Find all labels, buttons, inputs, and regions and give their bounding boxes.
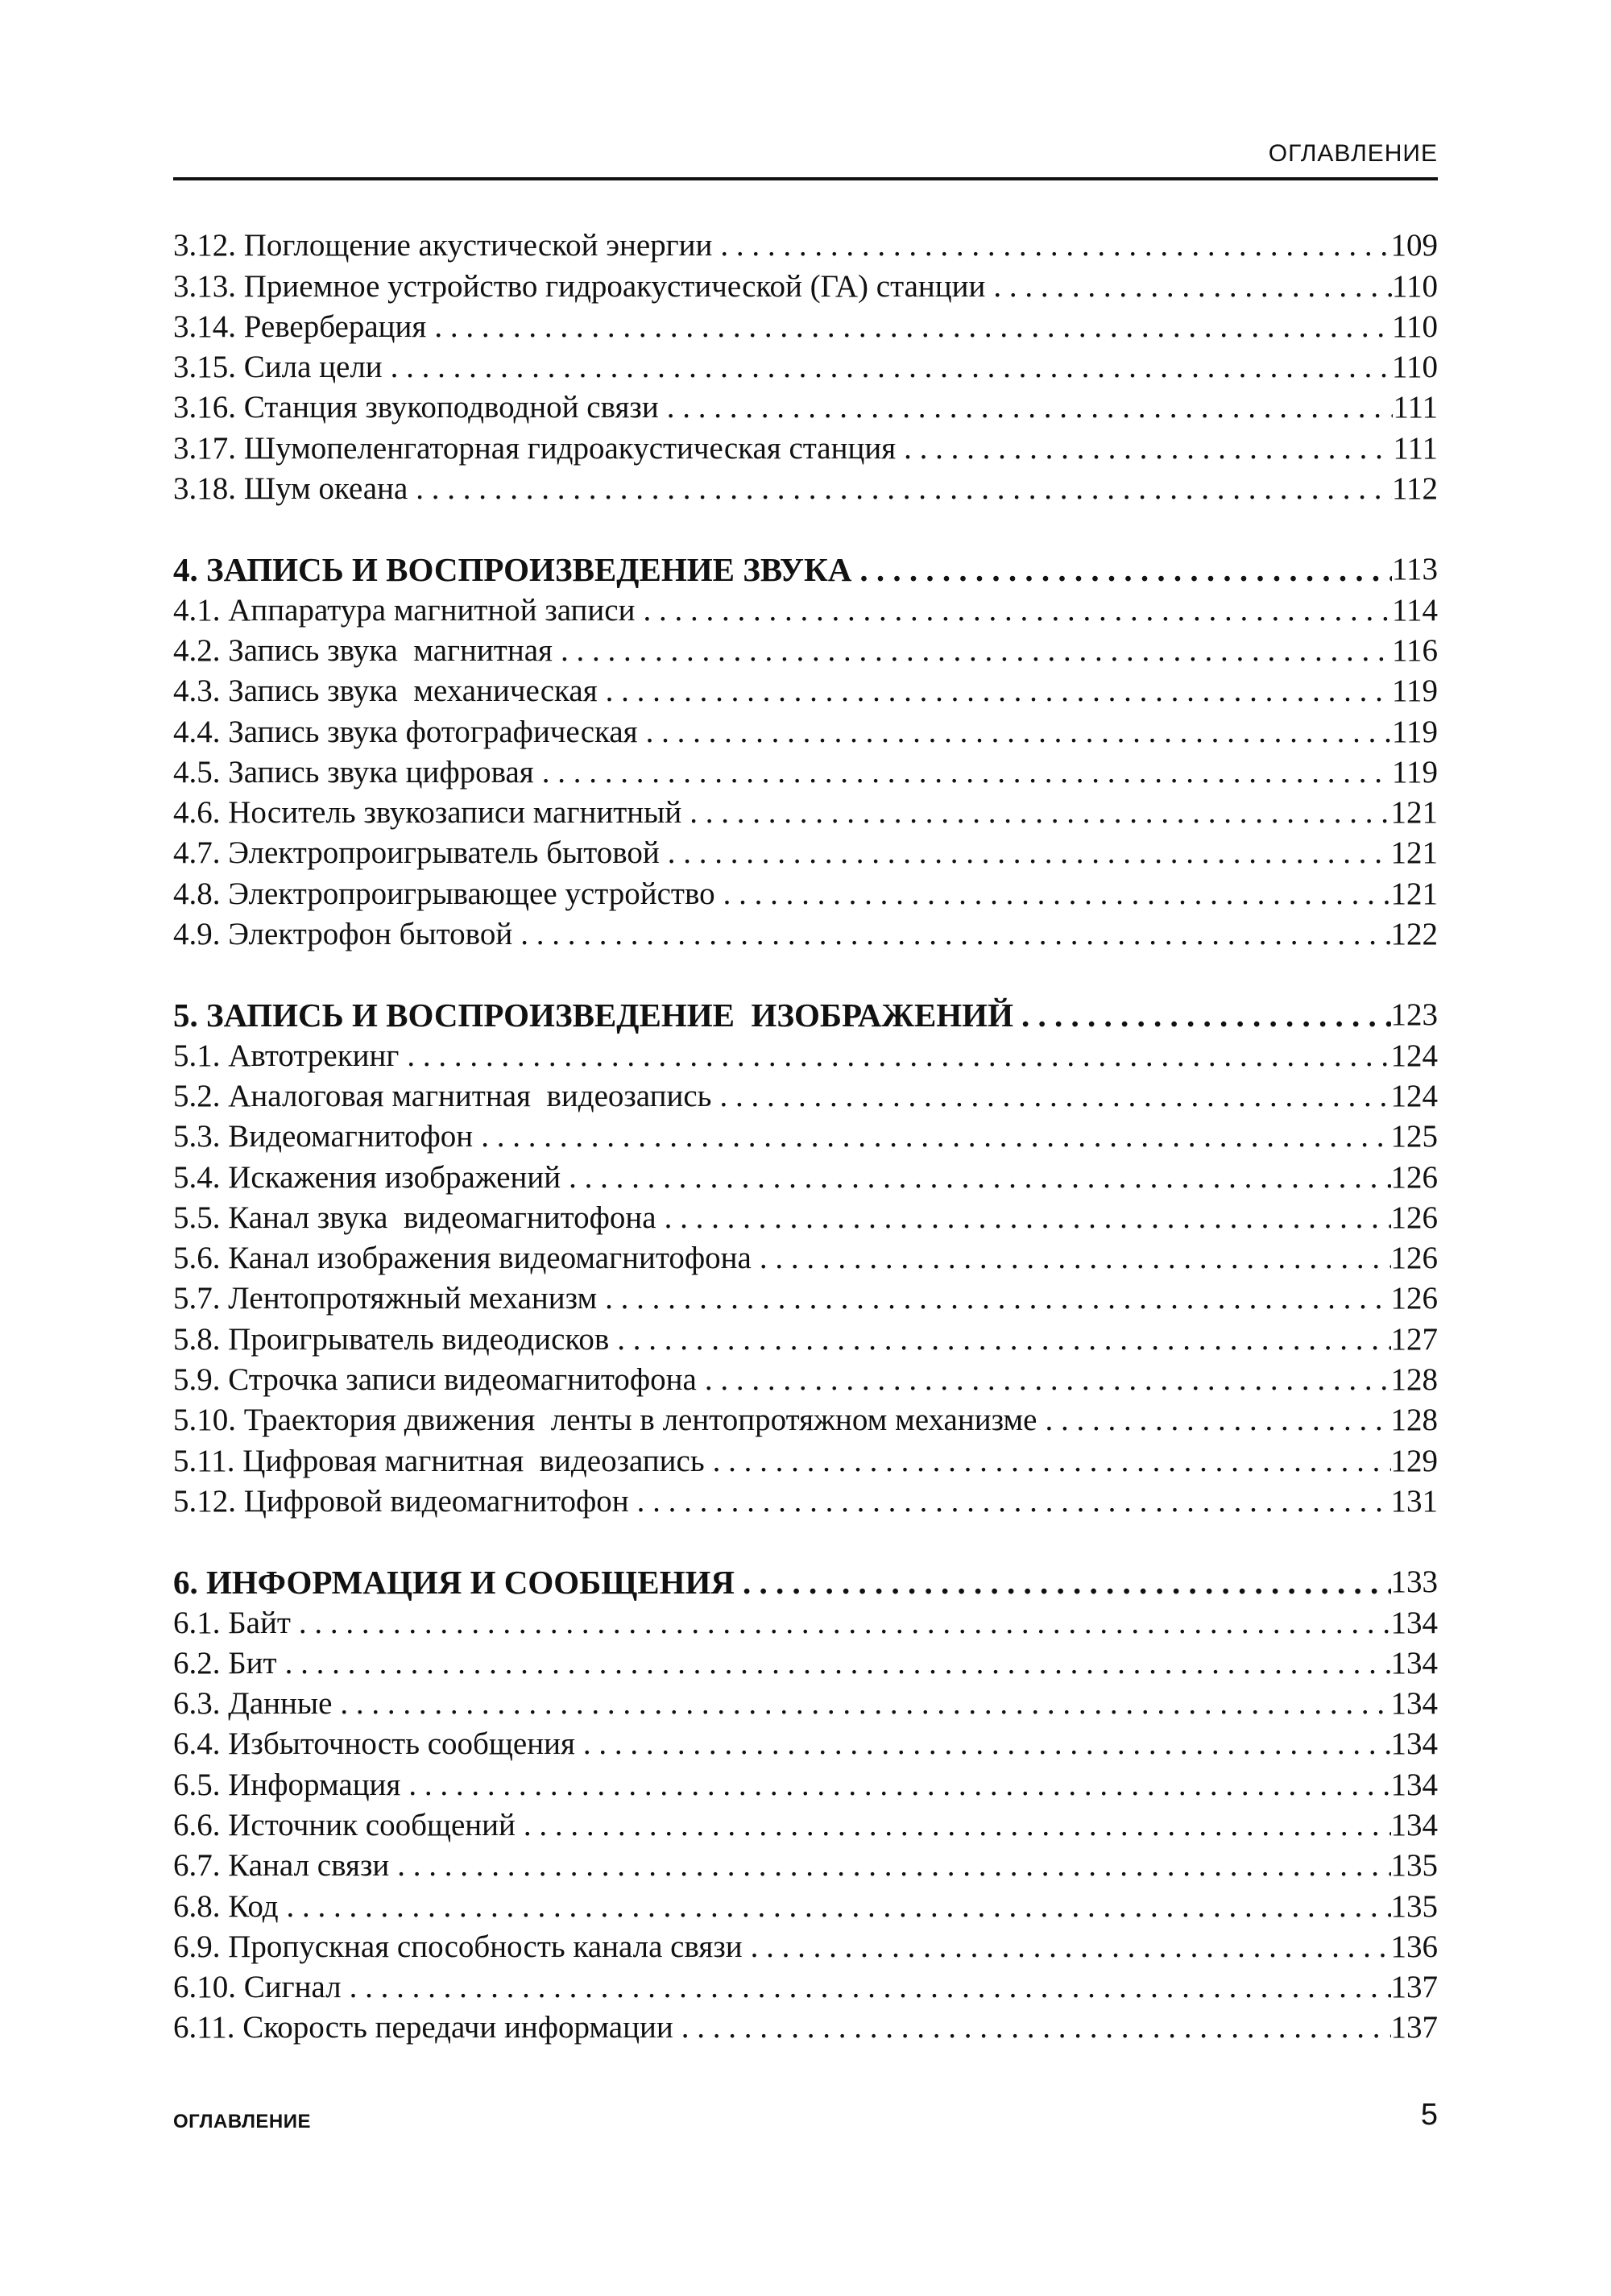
- toc-entry-page: 122: [1390, 917, 1438, 952]
- dot-leader: [389, 1846, 1390, 1886]
- dot-leader: [1037, 1400, 1390, 1440]
- dot-leader: [985, 267, 1392, 307]
- toc-entry-title: 4.7. Электропроигрыватель бытовой: [173, 835, 660, 871]
- toc-entry: [173, 2008, 1438, 2048]
- toc-entry: [173, 226, 1438, 266]
- dot-leader: [697, 1360, 1391, 1400]
- toc-entry-title: 3.17. Шумопеленгаторная гидроакустическая станция: [173, 430, 897, 466]
- dot-leader: [473, 1117, 1390, 1157]
- toc-entry-page: 135: [1390, 1888, 1438, 1924]
- toc-entry-page: 114: [1391, 592, 1438, 628]
- dot-leader: [1013, 995, 1391, 1035]
- running-header: [173, 129, 1438, 180]
- toc-entry: [173, 1643, 1438, 1684]
- toc-entry-title: 6.3. Данные: [173, 1686, 333, 1722]
- toc-entry-page: 128: [1390, 1362, 1438, 1398]
- toc-entry: [173, 266, 1438, 306]
- toc-entry-title: 3.14. Реверберация: [173, 309, 427, 344]
- dot-leader: [512, 914, 1390, 955]
- dot-leader: [681, 793, 1390, 833]
- toc-entry: [173, 1440, 1438, 1481]
- toc-entry-title: 5.6. Канал изображения видеомагнитофона: [173, 1241, 752, 1276]
- toc-entry-page: 135: [1390, 1848, 1438, 1884]
- toc-entry-title: 4.2. Запись звука магнитная: [173, 632, 553, 668]
- toc-entry-page: 126: [1390, 1200, 1438, 1235]
- toc-entry-title: 3.12. Поглощение акустической энергии: [173, 228, 713, 263]
- toc-entry-page: 123: [1390, 997, 1438, 1033]
- dot-leader: [743, 1927, 1391, 1967]
- toc-entry-title: 3.16. Станция звукоподводной связи: [173, 390, 659, 425]
- toc-entry-page: 134: [1390, 1767, 1438, 1802]
- toc-entry-title: 4.8. Электропроигрывающее устройство: [173, 876, 715, 911]
- toc-entry-title: 4.1. Аппаратура магнитной записи: [173, 592, 636, 628]
- dot-leader: [712, 226, 1390, 266]
- toc-entry-page: 126: [1390, 1281, 1438, 1316]
- toc-entry-page: 126: [1390, 1159, 1438, 1195]
- toc-entry-title: 5.11. Цифровая магнитная видеозапись: [173, 1443, 705, 1478]
- toc-entry: [173, 711, 1438, 752]
- toc-entry-title: 6.2. Бит: [173, 1645, 277, 1681]
- toc-entry: [173, 347, 1438, 388]
- dot-leader: [711, 1076, 1390, 1117]
- dot-leader: [752, 1238, 1391, 1279]
- toc-entry-page: 119: [1391, 714, 1438, 749]
- dot-leader: [609, 1320, 1390, 1360]
- footer-title: ОГЛАВЛЕНИЕ: [173, 2111, 312, 2132]
- toc-entry-title: 3.18. Шум океана: [173, 471, 408, 507]
- toc-entry-page: 119: [1391, 673, 1438, 709]
- toc-entry-page: 111: [1393, 430, 1438, 466]
- toc-entry: [173, 1886, 1438, 1926]
- dot-leader: [399, 1036, 1390, 1076]
- toc-entry: [173, 1319, 1438, 1359]
- toc-entry: [173, 833, 1438, 873]
- toc-entry-page: 134: [1390, 1807, 1438, 1842]
- toc-entry-title: 5.8. Проигрыватель видеодисков: [173, 1321, 610, 1357]
- toc-entry-title: 6.11. Скорость передачи информации: [173, 2010, 673, 2045]
- toc-entry: [173, 631, 1438, 671]
- toc-entry-page: 129: [1390, 1443, 1438, 1478]
- toc-entry: [173, 1279, 1438, 1319]
- dot-leader: [635, 591, 1391, 631]
- toc-entry-title: 5.9. Строчка записи видеомагнитофона: [173, 1362, 697, 1398]
- dot-leader: [426, 307, 1392, 347]
- toc-entry: [173, 1035, 1438, 1075]
- toc-entry: [173, 1360, 1438, 1400]
- toc-entry-page: 125: [1390, 1119, 1438, 1154]
- toc-entry: [173, 1238, 1438, 1279]
- toc-entry-page: 134: [1390, 1605, 1438, 1640]
- toc-entry-page: 137: [1390, 1970, 1438, 2005]
- dot-leader: [659, 388, 1394, 428]
- toc-entry-page: 119: [1391, 754, 1438, 790]
- dot-leader: [598, 671, 1392, 711]
- toc-entry: [173, 428, 1438, 468]
- toc-chapter-heading: [173, 1562, 1438, 1602]
- toc-entry-title: 4.6. Носитель звукозаписи магнитный: [173, 795, 682, 831]
- page-number: 5: [1420, 2098, 1438, 2132]
- toc-entry-title: 5. ЗАПИСЬ И ВОСПРОИЗВЕДЕНИЕ ИЗОБРАЖЕНИЙ: [173, 997, 1013, 1034]
- toc-entry-page: 131: [1390, 1483, 1438, 1519]
- toc-entry: [173, 1602, 1438, 1643]
- dot-leader: [660, 833, 1391, 873]
- dot-leader: [279, 1887, 1391, 1927]
- toc-entry: [173, 1117, 1438, 1157]
- toc-entry-title: 6.10. Сигнал: [173, 1970, 342, 2005]
- toc-entry-page: 110: [1391, 350, 1438, 385]
- table-of-contents: [173, 226, 1438, 2048]
- toc-entry: [173, 1846, 1438, 1886]
- toc-entry: [173, 793, 1438, 833]
- header-title: ОГЛАВЛЕНИЕ: [1268, 140, 1438, 167]
- toc-entry-title: 6.8. Код: [173, 1888, 279, 1924]
- dot-leader: [534, 752, 1392, 793]
- dot-leader: [673, 2008, 1391, 2048]
- dot-leader: [575, 1724, 1391, 1764]
- toc-entry: [173, 307, 1438, 347]
- toc-chapter-heading: [173, 549, 1438, 590]
- toc-entry-page: 137: [1390, 2010, 1438, 2045]
- toc-entry-title: 5.1. Автотрекинг: [173, 1038, 400, 1073]
- toc-entry: [173, 1684, 1438, 1724]
- toc-entry: [173, 1805, 1438, 1846]
- toc-entry-page: 110: [1391, 309, 1438, 344]
- dot-leader: [896, 429, 1393, 469]
- toc-entry: [173, 1400, 1438, 1440]
- toc-entry-page: 112: [1391, 471, 1438, 507]
- toc-entry-page: 121: [1390, 835, 1438, 871]
- dot-leader: [561, 1158, 1390, 1198]
- toc-entry-title: 5.4. Искажения изображений: [173, 1159, 561, 1195]
- dot-leader: [735, 1562, 1391, 1602]
- toc-entry: [173, 873, 1438, 914]
- toc-entry: [173, 1482, 1438, 1522]
- toc-entry-page: 109: [1390, 228, 1438, 263]
- toc-entry: [173, 590, 1438, 630]
- toc-entry: [173, 1076, 1438, 1117]
- toc-entry: [173, 388, 1438, 428]
- toc-entry-title: 6. ИНФОРМАЦИЯ И СООБЩЕНИЯ: [173, 1564, 735, 1602]
- toc-entry-page: 134: [1390, 1686, 1438, 1722]
- toc-entry: [173, 1764, 1438, 1805]
- toc-entry-page: 128: [1390, 1403, 1438, 1438]
- toc-entry-page: 133: [1390, 1565, 1438, 1600]
- toc-entry-title: 4.5. Запись звука цифровая: [173, 754, 534, 790]
- toc-entry-title: 4.3. Запись звука механическая: [173, 673, 598, 709]
- toc-entry-page: 124: [1390, 1078, 1438, 1113]
- toc-entry-title: 6.7. Канал связи: [173, 1848, 390, 1884]
- toc-entry-title: 5.3. Видеомагнитофон: [173, 1119, 474, 1154]
- dot-leader: [383, 347, 1392, 388]
- toc-entry-title: 5.5. Канал звука видеомагнитофона: [173, 1200, 656, 1235]
- toc-entry-page: 136: [1390, 1929, 1438, 1964]
- toc-entry: [173, 1967, 1438, 2008]
- toc-entry: [173, 469, 1438, 509]
- toc-entry-title: 5.7. Лентопротяжный механизм: [173, 1281, 598, 1316]
- toc-entry-title: 5.10. Траектория движения ленты в лентопротяжном механизме: [173, 1403, 1037, 1438]
- dot-leader: [277, 1643, 1391, 1684]
- toc-entry-page: 116: [1391, 632, 1438, 668]
- toc-entry-page: 127: [1390, 1321, 1438, 1357]
- toc-entry: [173, 1724, 1438, 1764]
- toc-entry-title: 6.5. Информация: [173, 1767, 401, 1802]
- dot-leader: [629, 1482, 1391, 1522]
- dot-leader: [597, 1279, 1390, 1319]
- dot-leader: [851, 549, 1392, 590]
- dot-leader: [715, 874, 1391, 914]
- toc-entry-page: 111: [1393, 390, 1438, 425]
- dot-leader: [705, 1441, 1391, 1482]
- toc-entry-page: 121: [1390, 876, 1438, 911]
- toc-entry: [173, 1157, 1438, 1197]
- toc-entry-title: 6.9. Пропускная способность канала связи: [173, 1929, 743, 1964]
- dot-leader: [516, 1805, 1391, 1846]
- toc-entry-title: 6.6. Источник сообщений: [173, 1807, 516, 1842]
- toc-entry-page: 110: [1391, 268, 1438, 304]
- toc-entry-title: 4. ЗАПИСЬ И ВОСПРОИЗВЕДЕНИЕ ЗВУКА: [173, 551, 852, 589]
- toc-entry-title: 6.1. Байт: [173, 1605, 291, 1640]
- toc-entry-title: 5.2. Аналоговая магнитная видеозапись: [173, 1078, 712, 1113]
- toc-entry-page: 126: [1390, 1241, 1438, 1276]
- toc-entry-title: 4.9. Электрофон бытовой: [173, 917, 513, 952]
- dot-leader: [291, 1603, 1391, 1643]
- toc-entry: [173, 1927, 1438, 1967]
- toc-entry-title: 3.15. Сила цели: [173, 350, 383, 385]
- toc-entry-page: 134: [1390, 1726, 1438, 1762]
- toc-entry-page: 113: [1391, 552, 1438, 587]
- toc-entry-page: 121: [1390, 795, 1438, 831]
- toc-entry: [173, 752, 1438, 793]
- toc-entry: [173, 914, 1438, 955]
- toc-entry-page: 124: [1390, 1038, 1438, 1073]
- toc-entry-title: 4.4. Запись звука фотографическая: [173, 714, 638, 749]
- dot-leader: [332, 1684, 1390, 1724]
- dot-leader: [342, 1967, 1391, 2008]
- dot-leader: [408, 469, 1392, 509]
- dot-leader: [400, 1765, 1390, 1805]
- toc-chapter-heading: [173, 995, 1438, 1035]
- dot-leader: [638, 712, 1392, 752]
- dot-leader: [656, 1198, 1391, 1238]
- toc-entry-page: 134: [1390, 1645, 1438, 1681]
- toc-entry-title: 6.4. Избыточность сообщения: [173, 1726, 575, 1762]
- toc-entry-title: 5.12. Цифровой видеомагнитофон: [173, 1483, 629, 1519]
- toc-entry: [173, 1198, 1438, 1238]
- toc-entry-title: 3.13. Приемное устройство гидроакустической (ГА) станции: [173, 268, 986, 304]
- dot-leader: [553, 631, 1392, 671]
- toc-entry: [173, 671, 1438, 711]
